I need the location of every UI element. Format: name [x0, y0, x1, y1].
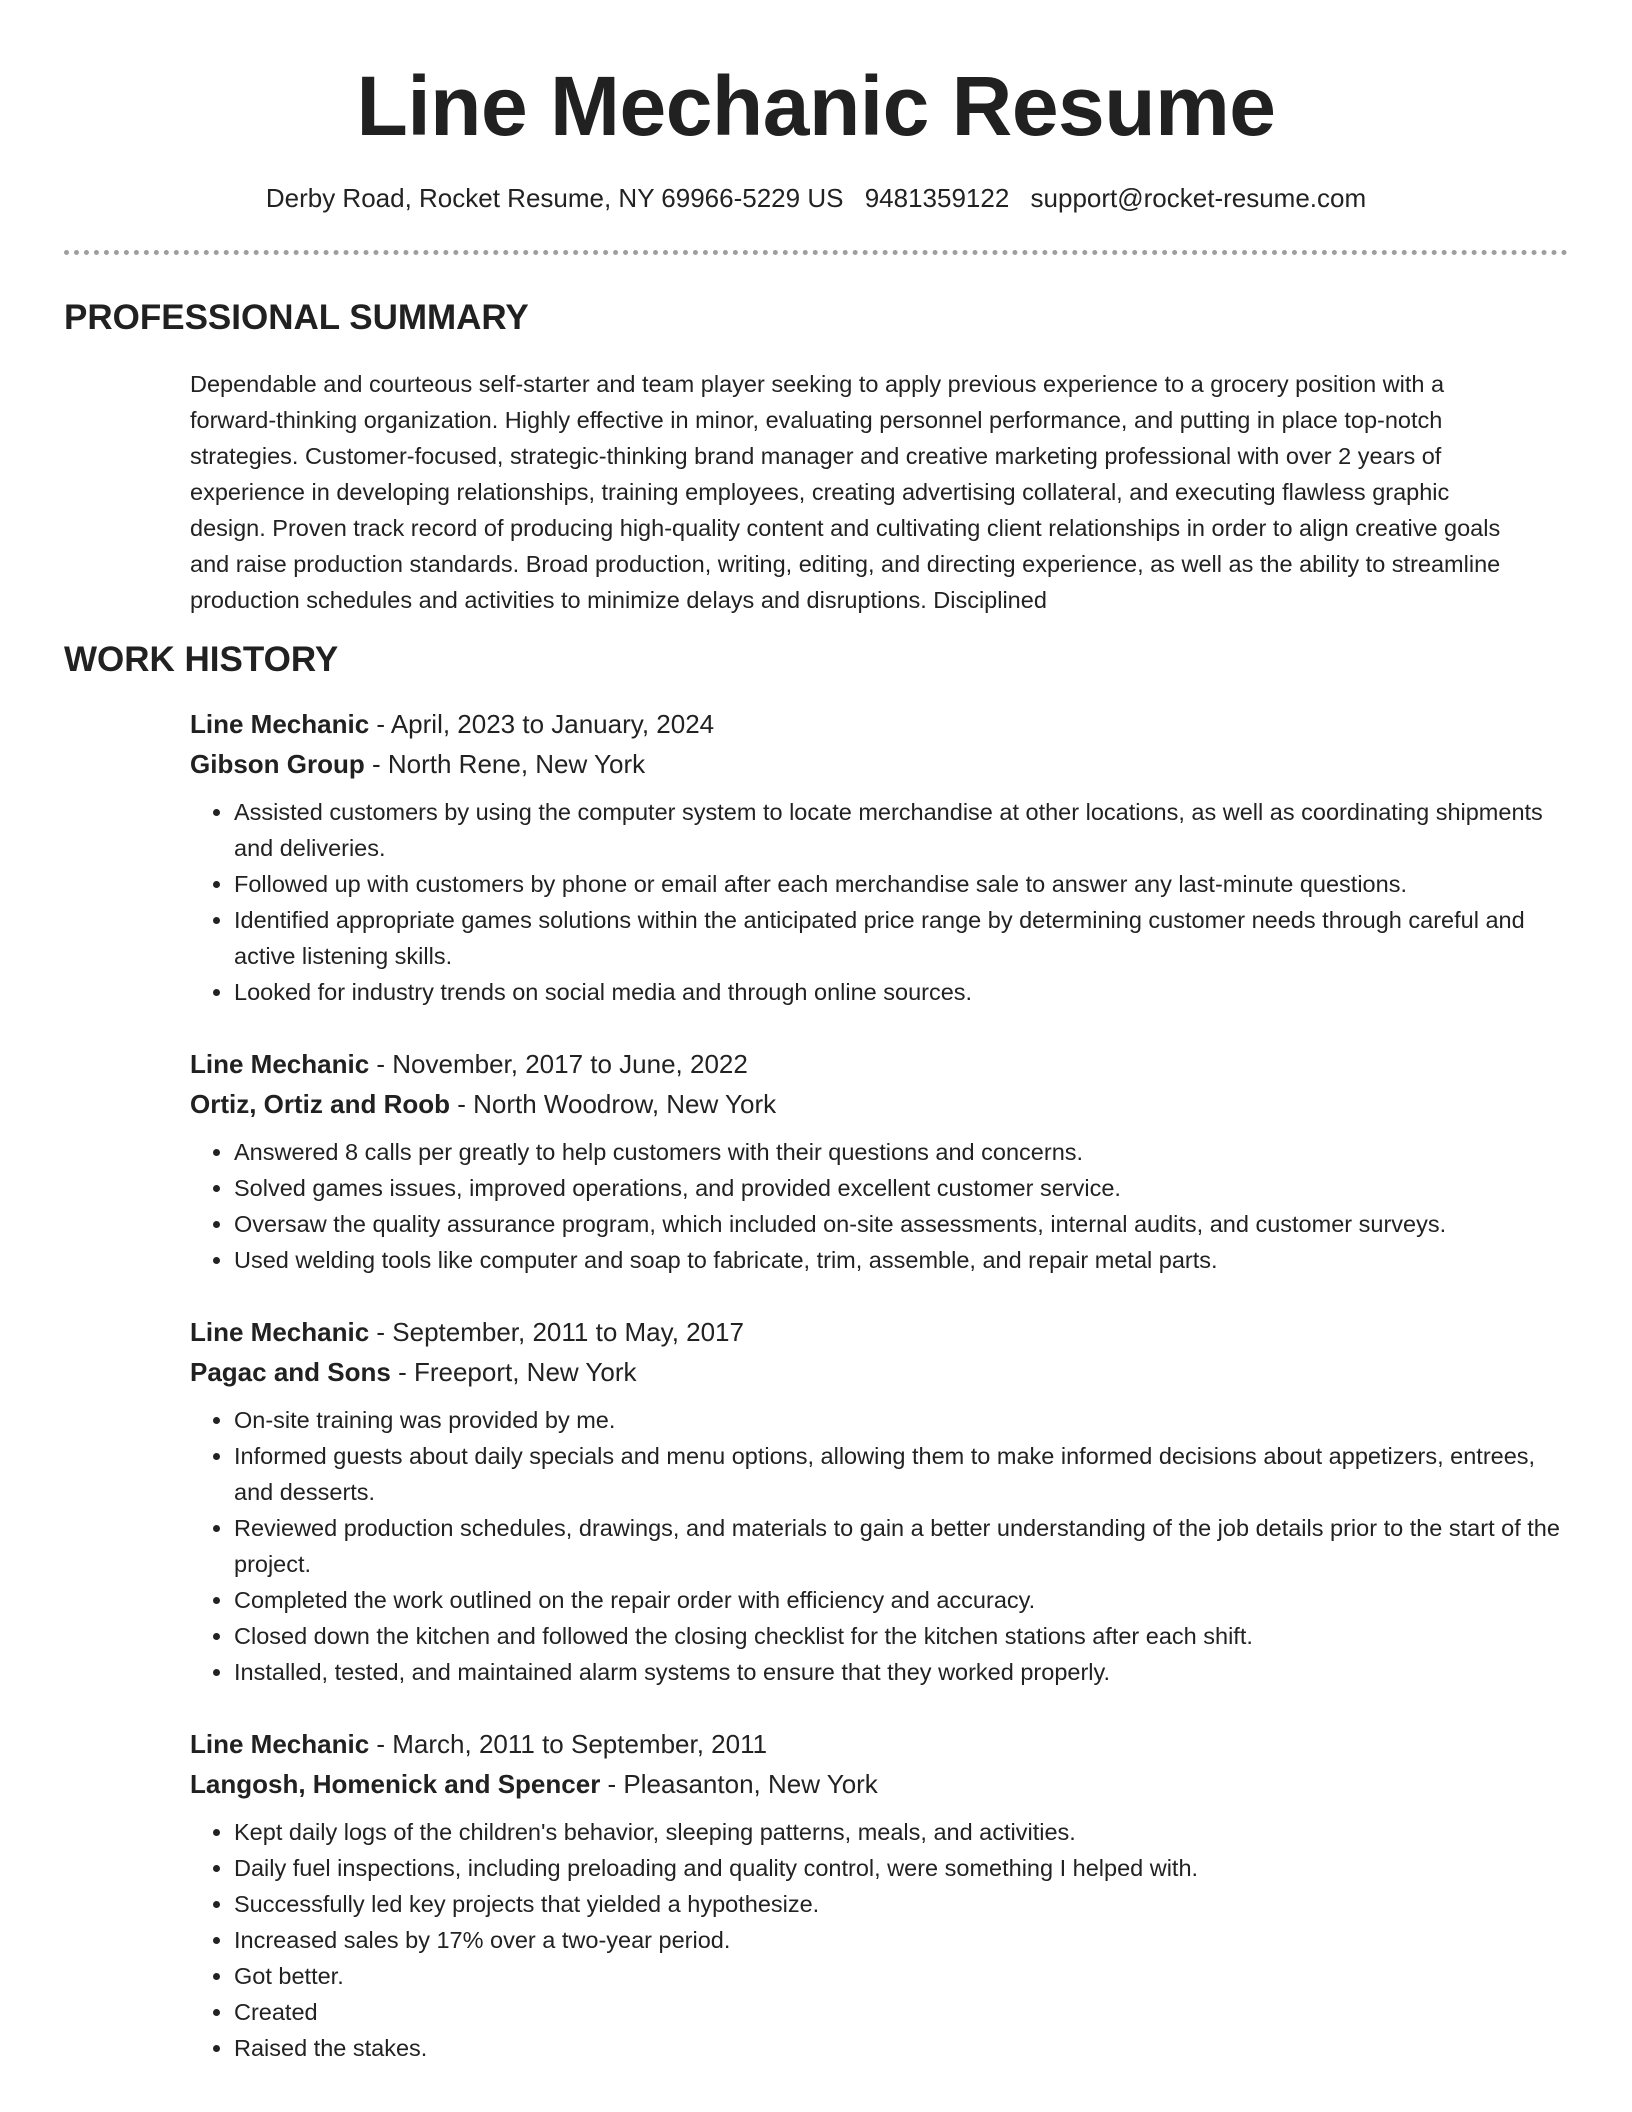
- contact-email: support@rocket-resume.com: [1030, 183, 1367, 213]
- job-bullet: • Assisted customers by using the computer system to locate merchandise at other locations, as well as coordinating shipments and deliveries.: [234, 794, 1570, 866]
- job-bullet: • Solved games issues, improved operations, and provided excellent customer service.: [234, 1170, 1570, 1206]
- section-heading-work-history: WORK HISTORY: [64, 640, 339, 679]
- job-bullet: • Looked for industry trends on social media and through online sources.: [234, 974, 1570, 1010]
- job-title-line: [190, 1724, 1570, 1764]
- job-title: Line Mechanic: [190, 1317, 370, 1347]
- job-bullet: • Answered 8 calls per greatly to help customers with their questions and concerns.: [234, 1134, 1570, 1170]
- separator: -: [364, 749, 388, 779]
- separator: -: [600, 1769, 624, 1799]
- job-title-line: [190, 1044, 1570, 1084]
- job-bullet: • Kept daily logs of the children's behavior, sleeping patterns, meals, and activities.: [234, 1814, 1570, 1850]
- job-company: Pagac and Sons: [190, 1357, 391, 1387]
- job-bullet: • Created: [234, 1994, 1570, 2030]
- job-dates: March, 2011 to September, 2011: [392, 1729, 768, 1759]
- job-bullet: • On-site training was provided by me.: [234, 1402, 1570, 1438]
- job-entry: [190, 1724, 1570, 2066]
- separator: -: [369, 1317, 393, 1347]
- job-bullet: • Used welding tools like computer and soap to fabricate, trim, assemble, and repair metal parts.: [234, 1242, 1570, 1278]
- job-title-line: [190, 704, 1570, 744]
- job-location: North Rene, New York: [387, 749, 646, 779]
- job-bullet: • Got better.: [234, 1958, 1570, 1994]
- job-bullet: • Increased sales by 17% over a two-year period.: [234, 1922, 1570, 1958]
- job-bullet-list: [190, 1814, 1570, 2066]
- job-location: Pleasanton, New York: [623, 1769, 878, 1799]
- resume-title: Line Mechanic Resume: [356, 59, 1276, 153]
- job-company: Langosh, Homenick and Spencer: [190, 1769, 601, 1799]
- job-bullet: • Installed, tested, and maintained alarm systems to ensure that they worked properly.: [234, 1654, 1570, 1690]
- job-bullet-list: [190, 794, 1570, 1010]
- job-title: Line Mechanic: [190, 709, 370, 739]
- job-bullet: • Raised the stakes.: [234, 2030, 1570, 2066]
- job-entry: [190, 1312, 1570, 1690]
- job-dates: November, 2017 to June, 2022: [392, 1049, 748, 1079]
- job-title-line: [190, 1312, 1570, 1352]
- job-company-line: [190, 744, 1570, 784]
- job-bullet-list: [190, 1134, 1570, 1278]
- job-bullet: • Followed up with customers by phone or email after each merchandise sale to answer any last-minute questions.: [234, 866, 1570, 902]
- summary-text: Dependable and courteous self-starter and team player seeking to apply previous experience to a grocery position with a forward-thinking organization. Highly effective in minor, evaluating personnel performance, and putting in place top-notch strategies. Customer-focused, strategic-thinking brand manager and creative marketing professional with over 2 years of experience in developing relationships, training employees, creating advertising collateral, and executing flawless graphic design. Proven track record of producing high-quality content and cultivating client relationships in order to align creative goals and raise production standards. Broad production, writing, editing, and directing experience, as well as the ability to streamline production schedules and activities to minimize delays and disruptions. Disciplined: [190, 371, 1501, 613]
- job-dates: April, 2023 to January, 2024: [390, 709, 715, 739]
- contact-address: Derby Road, Rocket Resume, NY 69966-5229 US: [265, 183, 844, 213]
- separator: -: [369, 1729, 393, 1759]
- job-dates: September, 2011 to May, 2017: [392, 1317, 744, 1347]
- job-location: North Woodrow, New York: [473, 1089, 777, 1119]
- job-title: Line Mechanic: [190, 1729, 370, 1759]
- contact-line: [0, 180, 1632, 216]
- section-heading-summary: PROFESSIONAL SUMMARY: [64, 298, 529, 337]
- header-divider: [64, 250, 1568, 255]
- job-title: Line Mechanic: [190, 1049, 370, 1079]
- job-bullet: • Successfully led key projects that yielded a hypothesize.: [234, 1886, 1570, 1922]
- job-location: Freeport, New York: [413, 1357, 637, 1387]
- job-bullet: • Closed down the kitchen and followed the closing checklist for the kitchen stations after each shift.: [234, 1618, 1570, 1654]
- job-company-line: [190, 1084, 1570, 1124]
- job-bullet: • Reviewed production schedules, drawings, and materials to gain a better understanding of the job details prior to the start of the project.: [234, 1510, 1570, 1582]
- job-bullet: • Daily fuel inspections, including preloading and quality control, were something I helped with.: [234, 1850, 1570, 1886]
- job-company-line: [190, 1352, 1570, 1392]
- job-bullet: • Identified appropriate games solutions within the anticipated price range by determining customer needs through careful and active listening skills.: [234, 902, 1570, 974]
- job-entry: [190, 1044, 1570, 1278]
- separator: -: [369, 1049, 393, 1079]
- separator: -: [369, 709, 391, 739]
- job-company-line: [190, 1764, 1570, 1804]
- job-bullet: • Oversaw the quality assurance program, which included on-site assessments, internal audits, and customer surveys.: [234, 1206, 1570, 1242]
- contact-phone: 9481359122: [864, 183, 1010, 213]
- job-company: Gibson Group: [190, 749, 365, 779]
- job-entry: [190, 704, 1570, 1010]
- separator: -: [390, 1357, 414, 1387]
- job-bullet-list: [190, 1402, 1570, 1690]
- job-bullet: • Completed the work outlined on the repair order with efficiency and accuracy.: [234, 1582, 1570, 1618]
- job-bullet: • Informed guests about daily specials and menu options, allowing them to make informed decisions about appetizers, entrees, and desserts.: [234, 1438, 1570, 1510]
- job-company: Ortiz, Ortiz and Roob: [190, 1089, 450, 1119]
- separator: -: [450, 1089, 474, 1119]
